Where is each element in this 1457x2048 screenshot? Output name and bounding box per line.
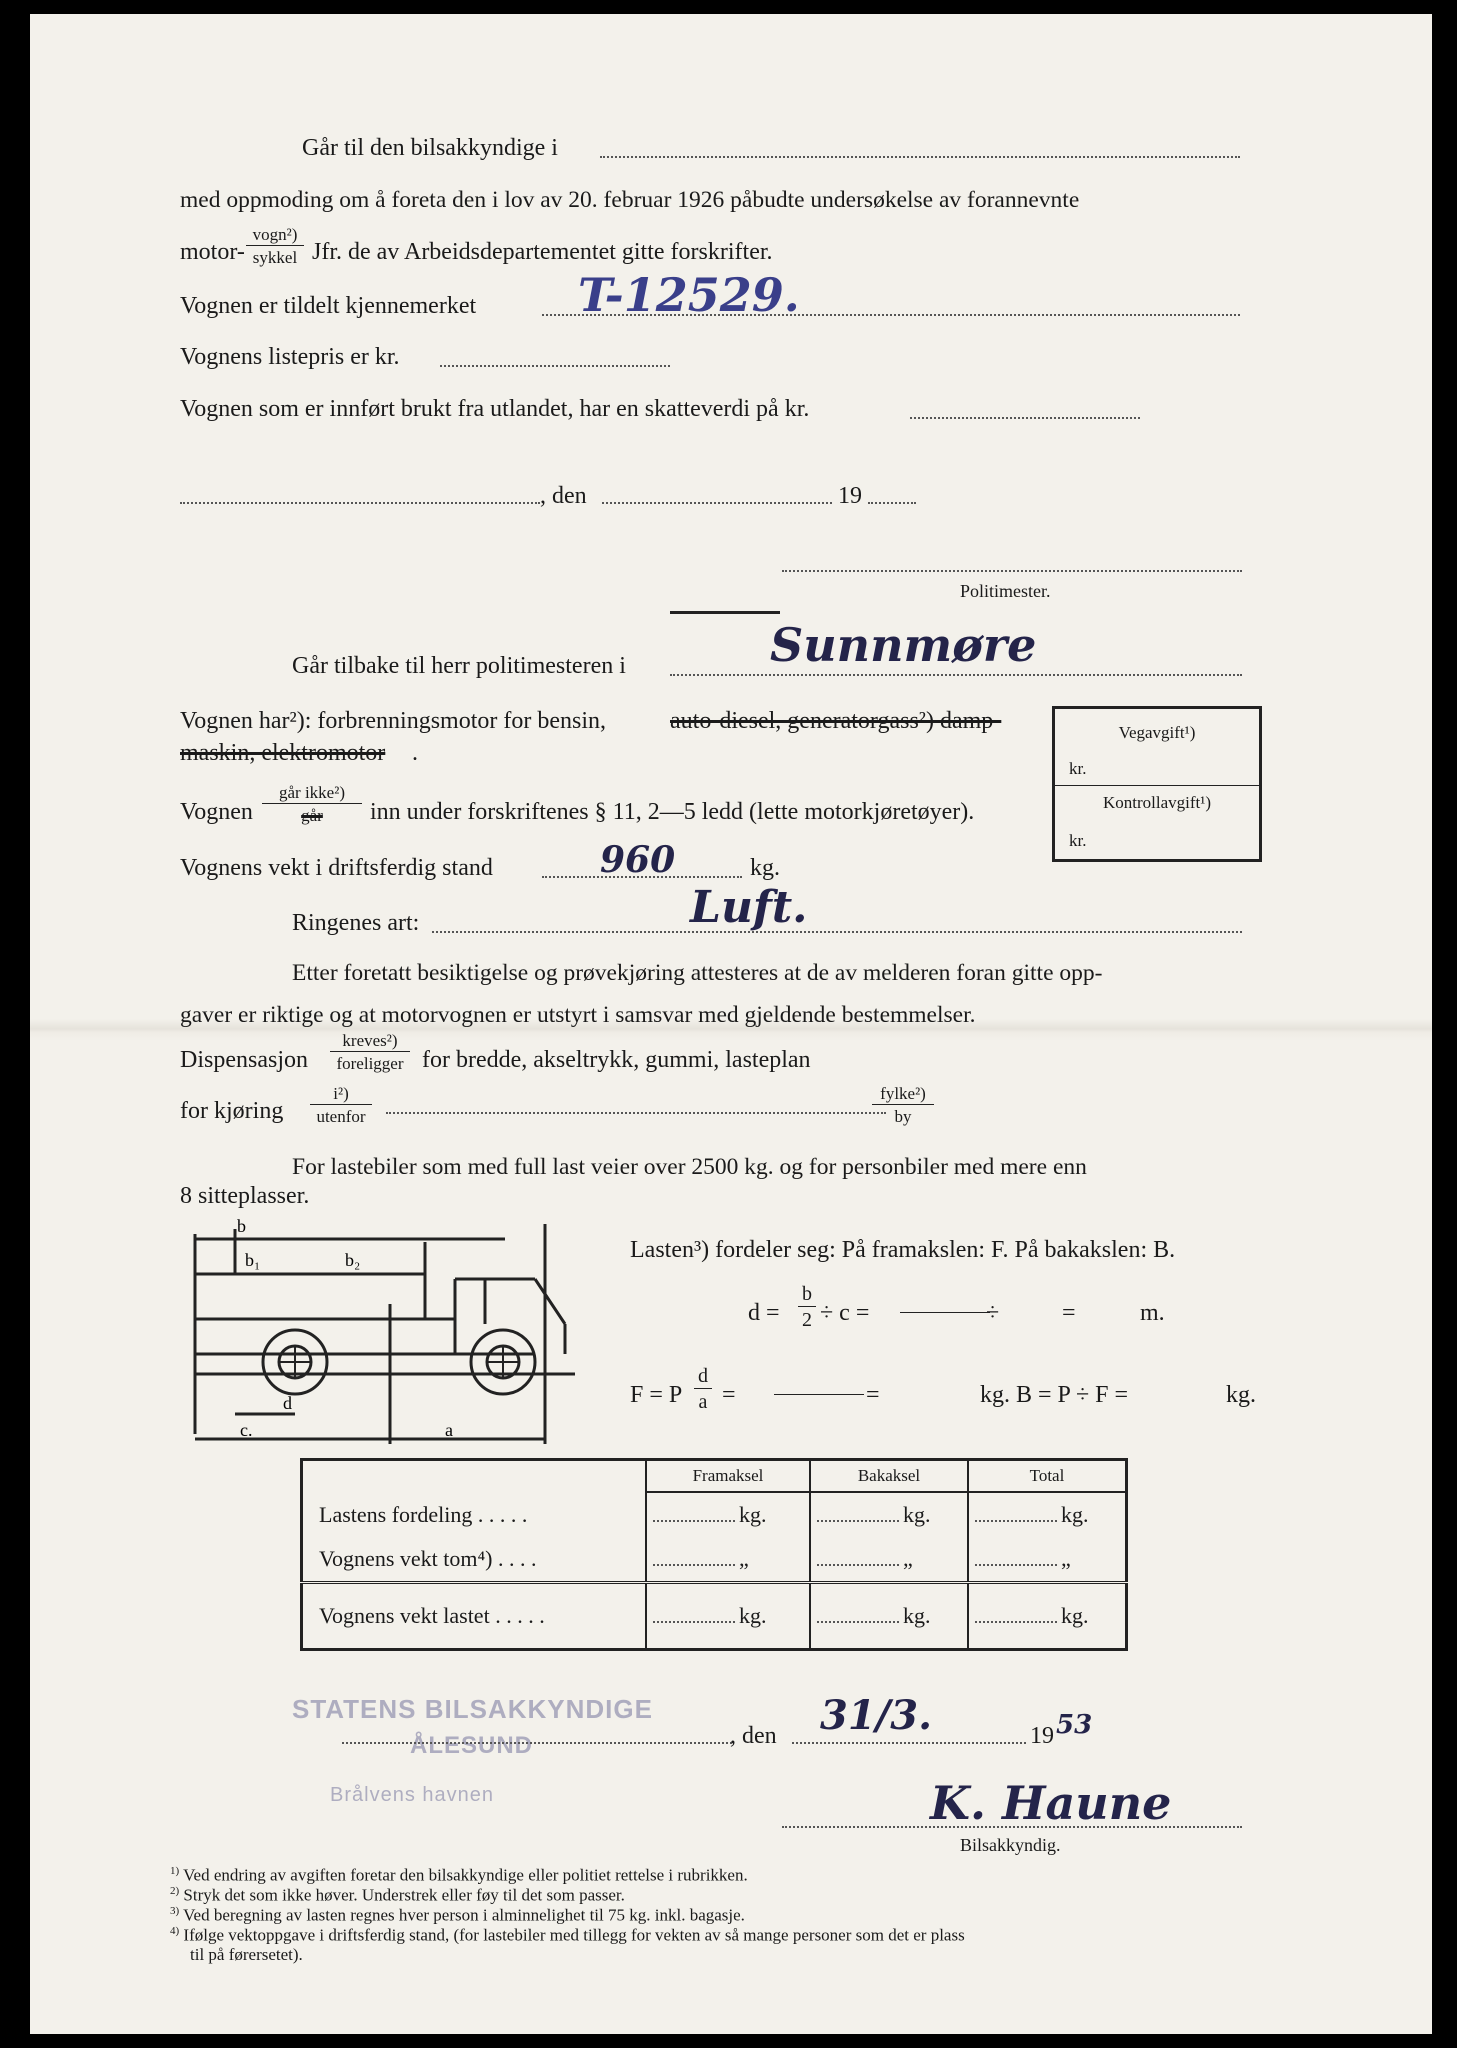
formula-f-fraction bbox=[694, 1366, 712, 1412]
table-cell[interactable] bbox=[810, 1492, 968, 1537]
fylke-frac-den: by bbox=[894, 1107, 912, 1126]
import-value-field[interactable] bbox=[910, 417, 1140, 419]
expert-location-field[interactable] bbox=[600, 156, 1240, 158]
load-distribution-table bbox=[300, 1458, 1128, 1651]
formula-f-d: d bbox=[694, 1366, 712, 1389]
table-row-label bbox=[302, 1492, 647, 1537]
year-field[interactable] bbox=[868, 502, 916, 504]
footnote-text: Ved endring av avgiften foretar den bilsakkyndige eller politiet rettelse i rubrikken. bbox=[183, 1865, 748, 1885]
row-label-text: Vognens vekt lastet bbox=[319, 1603, 490, 1628]
formula-f-eq1: = bbox=[722, 1382, 736, 1408]
weight-label: Vognens vekt i driftsferdig stand bbox=[180, 855, 493, 881]
vegavgift-box bbox=[1052, 706, 1262, 862]
formula-d-div: ÷ bbox=[986, 1300, 1000, 1326]
cell-unit: kg. bbox=[903, 1603, 931, 1628]
tyres-label: Ringenes art: bbox=[292, 910, 420, 936]
vegavgift-divider bbox=[1055, 785, 1259, 786]
vognen-har-label: Vognen har²): forbrenningsmotor for bensin, bbox=[180, 708, 606, 734]
row-leader: . . . . . bbox=[495, 1603, 545, 1628]
kjoring-field[interactable] bbox=[386, 1112, 886, 1114]
disp-frac-num: kreves²) bbox=[330, 1032, 410, 1052]
cell-unit: kg. bbox=[739, 1603, 767, 1628]
stamp-line2: ÅLESUND bbox=[410, 1732, 534, 1759]
cell-unit: kg. bbox=[739, 1502, 767, 1527]
form-page bbox=[30, 14, 1432, 2034]
formula-f-kg2: kg. bbox=[1226, 1382, 1256, 1408]
attest-line1: Etter foretatt besiktigelse og prøvekjøring attesteres at de av melderen foran gitte opp- bbox=[292, 960, 1103, 986]
attest-line2: gaver er riktige og at motorvognen er utstyrt i samsvar med gjeldende bestemmelser. bbox=[180, 1002, 976, 1028]
sign-year-prefix: 19 bbox=[1030, 1723, 1054, 1749]
table-cell[interactable] bbox=[810, 1537, 968, 1583]
formula-f-blank1 bbox=[774, 1394, 864, 1395]
date-den-label: , den bbox=[540, 483, 587, 509]
formula-f-a: a bbox=[698, 1391, 708, 1413]
sign-date-value: 31/3. bbox=[820, 1692, 933, 1739]
table-row bbox=[302, 1537, 1127, 1583]
table-header-framaksel: Framaksel bbox=[646, 1460, 810, 1493]
sign-year-value: 53 bbox=[1056, 1710, 1093, 1740]
kjoring-frac-num: i²) bbox=[310, 1085, 372, 1105]
kjoring-fraction bbox=[310, 1085, 372, 1125]
diagram-label-b: b bbox=[237, 1216, 246, 1236]
diagram-label-a: a bbox=[445, 1420, 453, 1440]
footnote-3 bbox=[170, 1906, 745, 1924]
list-price-field[interactable] bbox=[440, 365, 670, 367]
table-cell[interactable] bbox=[646, 1492, 810, 1537]
table-cell[interactable] bbox=[646, 1537, 810, 1583]
formula-d-blank1 bbox=[900, 1312, 990, 1313]
date-field[interactable] bbox=[602, 502, 832, 504]
tyres-field[interactable] bbox=[432, 931, 1242, 933]
table-header-bakaksel: Bakaksel bbox=[810, 1460, 968, 1493]
footnote-marker: 2) bbox=[170, 1885, 180, 1897]
politimester-signature-field[interactable] bbox=[782, 570, 1242, 572]
returned-label: Går tilbake til herr politimesteren i bbox=[292, 653, 626, 679]
row-label-text: Lastens fordeling bbox=[319, 1501, 473, 1527]
place-field[interactable] bbox=[180, 502, 540, 504]
cell-unit: „ bbox=[903, 1546, 913, 1571]
lastebil-line2: 8 sitteplasser. bbox=[180, 1183, 310, 1209]
sign-den-label: , den bbox=[730, 1723, 777, 1749]
returned-location-value: Sunnmøre bbox=[770, 618, 1037, 672]
truck-diagram bbox=[185, 1214, 585, 1454]
cell-unit: kg. bbox=[1061, 1502, 1089, 1527]
stamp-line1: STATENS BILSAKKYNDIGE bbox=[292, 1694, 653, 1724]
gar-rest: inn under forskriftenes § 11, 2—5 ledd (lette motorkjøretøyer). bbox=[370, 799, 975, 825]
cell-unit: „ bbox=[1061, 1546, 1071, 1571]
table-cell[interactable] bbox=[968, 1492, 1127, 1537]
footnote-marker: 3) bbox=[170, 1905, 180, 1917]
table-header-blank bbox=[302, 1460, 647, 1493]
reg-mark-value: T-12529. bbox=[578, 268, 800, 322]
formula-d-fraction bbox=[798, 1284, 816, 1330]
motor-frac-num: vogn²) bbox=[246, 226, 304, 246]
footnote-2 bbox=[170, 1886, 625, 1904]
table-row-label bbox=[302, 1537, 647, 1583]
stamp-line3: Brålvens havnen bbox=[330, 1784, 494, 1806]
diagram-label-d: d bbox=[283, 1393, 292, 1413]
motor-prefix: motor- bbox=[180, 239, 245, 265]
footnote-4-cont bbox=[190, 1946, 303, 1963]
fylke-fraction bbox=[872, 1085, 934, 1125]
import-value-label: Vognen som er innført brukt fra utlandet, har en skatteverdi på kr. bbox=[180, 396, 810, 422]
kjoring-frac-den: utenfor bbox=[316, 1107, 366, 1126]
motor-fraction bbox=[246, 226, 304, 266]
footnote-marker: 1) bbox=[170, 1865, 180, 1877]
cell-unit: „ bbox=[739, 1546, 749, 1571]
formula-d-eq: = bbox=[1062, 1300, 1076, 1326]
formula-d-rest: ÷ c = bbox=[820, 1300, 870, 1326]
section-divider bbox=[670, 611, 780, 614]
table-cell[interactable] bbox=[968, 1537, 1127, 1583]
table-cell[interactable] bbox=[646, 1583, 810, 1650]
diagram-label-b1: b₁ bbox=[245, 1250, 261, 1270]
kjoring-label: for kjøring bbox=[180, 1098, 284, 1124]
footnote-text: Stryk det som ikke høver. Understrek eller føy til det som passer. bbox=[183, 1885, 625, 1905]
table-row-label bbox=[302, 1583, 647, 1650]
footnote-marker: 4) bbox=[170, 1925, 180, 1937]
gar-frac-num: går ikke²) bbox=[262, 784, 362, 804]
footnote-1 bbox=[170, 1866, 748, 1884]
request-line1: med oppmoding om å foreta den i lov av 20. februar 1926 påbudte undersøkelse av forannevnte bbox=[180, 187, 1080, 213]
formula-f-kg1: kg. B = P ÷ F = bbox=[980, 1382, 1129, 1408]
footnote-4 bbox=[170, 1926, 965, 1944]
table-cell[interactable] bbox=[968, 1583, 1127, 1650]
disp-fraction bbox=[330, 1032, 410, 1072]
disp-frac-den: foreligger bbox=[336, 1054, 404, 1073]
diagram-label-b2: b₂ bbox=[345, 1250, 361, 1270]
reg-mark-label: Vognen er tildelt kjennemerket bbox=[180, 293, 477, 319]
motor-frac-den: sykkel bbox=[252, 248, 298, 267]
bilsakkyndig-label: Bilsakkyndig. bbox=[960, 1835, 1061, 1855]
sign-date-field[interactable] bbox=[792, 1742, 1026, 1744]
sent-to-expert-label: Går til den bilsakkyndige i bbox=[302, 135, 558, 161]
table-row bbox=[302, 1492, 1127, 1537]
row-leader: . . . . . bbox=[477, 1501, 528, 1527]
footnote-text: til på førersetet). bbox=[190, 1945, 303, 1964]
formula-d-unit: m. bbox=[1140, 1300, 1165, 1326]
politimester-label: Politimester. bbox=[960, 581, 1051, 601]
gar-fraction bbox=[262, 784, 362, 824]
table-cell[interactable] bbox=[810, 1583, 968, 1650]
formula-f-eq2: = bbox=[866, 1382, 880, 1408]
row-label-text: Vognens vekt tom⁴) bbox=[319, 1546, 493, 1571]
vegavgift-title: Vegavgift¹) bbox=[1118, 723, 1196, 742]
returned-location-field[interactable] bbox=[670, 674, 1242, 676]
lasten-label: Lasten³) fordeler seg: På framakslen: F. På bakakslen: B. bbox=[630, 1237, 1176, 1263]
formula-d-b: b bbox=[798, 1284, 816, 1307]
tyres-value: Luft. bbox=[690, 882, 808, 933]
vognen-har-struck1: auto-diesel, generatorgass²) damp- bbox=[670, 708, 1002, 734]
kontrollavgift-kr: kr. bbox=[1069, 831, 1087, 850]
request-line2: Jfr. de av Arbeidsdepartementet gitte forskrifter. bbox=[312, 239, 773, 265]
lastebil-line1: For lastebiler som med full last veier over 2500 kg. og for personbiler med mere enn bbox=[292, 1154, 1087, 1180]
vognen-har-struck2: maskin, elektromotor bbox=[180, 740, 386, 766]
diagram-label-c: c. bbox=[240, 1420, 253, 1440]
table-header-total: Total bbox=[968, 1460, 1127, 1493]
expert-signature: K. Haune bbox=[930, 1776, 1172, 1830]
fylke-frac-num: fylke²) bbox=[872, 1085, 934, 1105]
vognen-prefix: Vognen bbox=[180, 799, 253, 825]
gar-frac-den: går bbox=[301, 806, 323, 825]
sign-place-field[interactable] bbox=[342, 1742, 732, 1744]
formula-d-2: 2 bbox=[802, 1309, 812, 1331]
disp-label: Dispensasjon bbox=[180, 1047, 308, 1073]
formula-d-lhs: d = bbox=[748, 1300, 780, 1326]
weight-value: 960 bbox=[600, 839, 676, 881]
row-leader: . . . . bbox=[497, 1546, 537, 1571]
disp-rest: for bredde, akseltrykk, gummi, lasteplan bbox=[422, 1047, 811, 1073]
list-price-label: Vognens listepris er kr. bbox=[180, 344, 400, 370]
cell-unit: kg. bbox=[903, 1502, 931, 1527]
formula-f-lhs: F = P bbox=[630, 1382, 683, 1408]
vegavgift-kr: kr. bbox=[1069, 759, 1087, 778]
kontrollavgift-title: Kontrollavgift¹) bbox=[1102, 793, 1212, 812]
table-row-total bbox=[302, 1583, 1127, 1650]
weight-unit: kg. bbox=[750, 855, 780, 881]
cell-unit: kg. bbox=[1061, 1603, 1089, 1628]
footnote-text: Ved beregning av lasten regnes hver person i alminnelighet til 75 kg. inkl. bagasje. bbox=[183, 1905, 745, 1925]
date-19-label: 19 bbox=[838, 483, 862, 509]
footnote-text: Ifølge vektoppgave i driftsferdig stand, (for lastebiler med tillegg for vekten av så mange personer som det er plass bbox=[183, 1925, 965, 1945]
vognen-har-period: . bbox=[412, 740, 418, 766]
